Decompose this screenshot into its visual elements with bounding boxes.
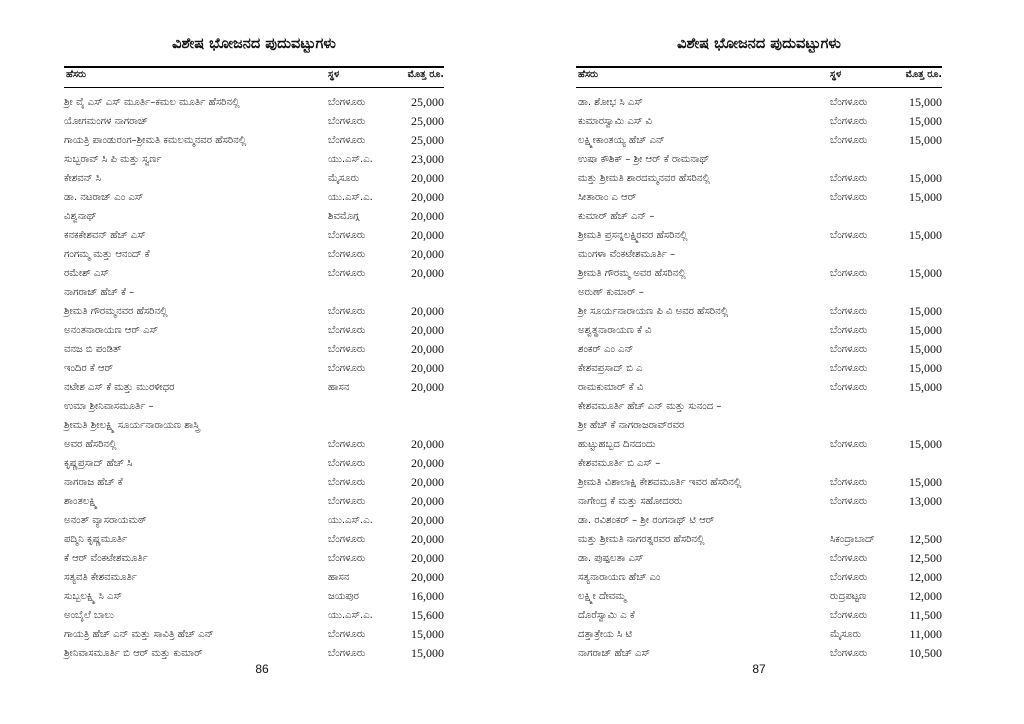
place: ಬೆಂಗಳೂರು <box>328 116 366 127</box>
place: ಬೆಂಗಳೂರು <box>830 230 868 241</box>
place: ಬೆಂಗಳೂರು <box>830 97 868 108</box>
table-row <box>576 207 942 226</box>
donor-name: ದೊರೆಸ್ವಾಮಿ ಎ ಕೆ <box>578 610 635 621</box>
donor-name: ಅನಂತ್ ವ್ಯಾಸರಾಯಮಠ್ <box>64 515 147 526</box>
table-row <box>576 549 942 568</box>
place: ಯು.ಎಸ್.ಎ. <box>328 154 373 165</box>
place: ಬೆಂಗಳೂರು <box>328 97 366 108</box>
table-row <box>576 169 942 188</box>
donor-name: ಅನಂತನಾರಾಯಣ ಆರ್ ಎಸ್ <box>64 325 159 336</box>
table-row <box>576 226 942 245</box>
page-number: 87 <box>752 662 766 676</box>
table-row <box>576 131 942 150</box>
place: ಮೈಸೂರು <box>328 173 360 184</box>
amount: 12,500 <box>909 551 942 565</box>
table-row <box>64 549 444 568</box>
amount: 15,000 <box>909 323 942 337</box>
table-row <box>64 283 444 302</box>
table-row <box>64 587 444 606</box>
table-row <box>576 321 942 340</box>
place: ಮೈಸೂರು <box>830 629 862 640</box>
column-header-name: ಹೆಸರು <box>578 69 599 80</box>
place: ಬೆಂಗಳೂರು <box>830 382 868 393</box>
table-row <box>576 340 942 359</box>
table-row <box>64 226 444 245</box>
amount: 15,000 <box>909 228 942 242</box>
donor-name: ಶ್ರೀ ವೈ ಎಸ್ ಎಸ್ ಮೂರ್ತಿ–ಕಮಲ ಮೂರ್ತಿ ಹೆಸರಿನಲ್ಲಿ <box>64 97 240 108</box>
header-bottom-rule <box>64 87 444 88</box>
amount: 20,000 <box>411 209 444 223</box>
column-header-amount: ಮೊತ್ತ ರೂ. <box>905 69 942 80</box>
amount: 15,000 <box>909 95 942 109</box>
place: ಶಿವಮೊಗ್ಗ <box>328 211 360 222</box>
column-header-place: ಸ್ಥಳ <box>830 69 842 80</box>
amount: 15,000 <box>411 627 444 641</box>
table-row <box>64 644 444 663</box>
amount: 20,000 <box>411 171 444 185</box>
amount: 20,000 <box>411 456 444 470</box>
donor-name: ನಾಗರಾಜ ಹೆಚ್ ಕೆ <box>64 477 123 488</box>
table-row <box>576 530 942 549</box>
donor-name: ಶ್ರೀ ಸೂರ್ಯನಾರಾಯಣ ಪಿ ವಿ ಅವರ ಹೆಸರಿನಲ್ಲಿ <box>578 306 729 317</box>
table-row <box>576 93 942 112</box>
donor-name: ಅರುಣ್ ಕುಮಾರ್ – <box>578 287 644 298</box>
amount: 15,000 <box>411 646 444 660</box>
place: ಬೆಂಗಳೂರು <box>328 325 366 336</box>
donor-name: ಶಂಕರ್ ಎಂ ಎನ್ <box>578 344 634 355</box>
place: ಬೆಂಗಳೂರು <box>830 268 868 279</box>
place: ಬೆಂಗಳೂರು <box>830 553 868 564</box>
place: ರುದ್ರಪಟ್ಟಣ <box>830 591 867 602</box>
table-row <box>64 169 444 188</box>
amount: 15,000 <box>909 133 942 147</box>
donor-name: ಡಾ. ಶೋಭ ಸಿ ಎಸ್ <box>578 97 643 108</box>
place: ಬೆಂಗಳೂರು <box>328 648 366 659</box>
donor-name: ಕೃಷ್ಣಪ್ರಸಾದ್ ಹೆಚ್ ಸಿ <box>64 458 133 469</box>
donor-name: ಡಾ. ರವಿಶಂಕರ್ – ಶ್ರೀ ರಂಗನಾಥ್ ಟಿ ಆರ್ <box>578 515 715 526</box>
donor-name: ಕೇಶವನ್ ಸಿ <box>64 173 101 184</box>
table-row <box>64 340 444 359</box>
donor-name: ನಾಗರಾಜ್ ಹೆಚ್ ಕೆ – <box>64 287 135 298</box>
table-row <box>64 606 444 625</box>
donor-name: ಡಾ. ನಟರಾಜ್ ಎಂ ಎಸ್ <box>64 192 144 203</box>
donor-name: ನಾಗೇಂದ್ರ ಕೆ ಮತ್ತು ಸಹೋದರರು <box>578 496 683 507</box>
table-row <box>576 625 942 644</box>
table-row <box>64 454 444 473</box>
table-row <box>576 473 942 492</box>
table-row <box>576 435 942 454</box>
table-row <box>64 188 444 207</box>
page-number: 86 <box>255 662 269 676</box>
place: ಬೆಂಗಳೂರು <box>830 610 868 621</box>
table-row <box>64 112 444 131</box>
donor-name: ಕನಕಕೇಶವನ್ ಹೆಚ್ ಎಸ್ <box>64 230 146 241</box>
amount: 20,000 <box>411 475 444 489</box>
place: ಬೆಂಗಳೂರು <box>328 458 366 469</box>
table-row <box>64 568 444 587</box>
table-row <box>64 397 444 416</box>
amount: 12,500 <box>909 532 942 546</box>
place: ಯು.ಎಸ್.ಎ. <box>328 192 373 203</box>
table-row <box>64 359 444 378</box>
place: ಸಿಕಂದ್ರಾಬಾದ್ <box>830 534 875 545</box>
amount: 16,000 <box>411 589 444 603</box>
table-row <box>576 245 942 264</box>
column-header-place: ಸ್ಥಳ <box>328 69 340 80</box>
amount: 15,000 <box>909 190 942 204</box>
amount: 20,000 <box>411 513 444 527</box>
table-row <box>64 302 444 321</box>
donor-name: ಶ್ರೀ ಹೆಚ್ ಕೆ ನಾಗರಾಜರಾವ್‌ರವರ <box>578 420 685 431</box>
donor-name: ಶ್ರೀಮತಿ ಪ್ರಸನ್ನಲಕ್ಷ್ಮಿರವರ ಹೆಸರಿನಲ್ಲಿ <box>578 230 688 241</box>
donor-name: ಶ್ರೀಮತಿ ಶ್ರೀಲಕ್ಷ್ಮಿ ಸೂರ್ಯನಾರಾಯಣ ಶಾಸ್ತ್ರಿ <box>64 420 200 431</box>
place: ಬೆಂಗಳೂರು <box>328 363 366 374</box>
donor-name: ಕೆ ಆರ್ ವೆಂಕಟೇಶಮೂರ್ತಿ <box>64 553 148 564</box>
amount: 20,000 <box>411 361 444 375</box>
amount: 12,000 <box>909 570 942 584</box>
table-row <box>576 511 942 530</box>
place: ಬೆಂಗಳೂರು <box>830 496 868 507</box>
place: ಬೆಂಗಳೂರು <box>830 306 868 317</box>
place: ಬೆಂಗಳೂರು <box>830 439 868 450</box>
donor-name: ಡಾ. ಪುಷ್ಪಲತಾ ಎಸ್ <box>578 553 644 564</box>
place: ಬೆಂಗಳೂರು <box>328 534 366 545</box>
donor-name: ಯೋಗಮಂಗಳ ನಾಗರಾಜ್ <box>64 116 148 127</box>
amount: 23,000 <box>411 152 444 166</box>
donor-name: ಪದ್ಮಿನಿ ಕೃಷ್ಣಮೂರ್ತಿ <box>64 534 128 545</box>
donor-name: ಅಶ್ವತ್ಥನಾರಾಯಣ ಕೆ ವಿ <box>578 325 652 336</box>
table-row <box>576 264 942 283</box>
donor-name: ಶ್ರೀಮತಿ ವಿಶಾಲಾಕ್ಷಿ ಕೇಶವಮೂರ್ತಿ ಇವರ ಹೆಸರಿನಲ್ಲಿ <box>578 477 742 488</box>
table-row <box>64 530 444 549</box>
donor-name: ಮಂಗಳಾ ವೆಂಕಟೇಶಮೂರ್ತಿ – <box>578 249 676 260</box>
amount: 20,000 <box>411 247 444 261</box>
table-row <box>64 264 444 283</box>
place: ಬೆಂಗಳೂರು <box>328 439 366 450</box>
table-row <box>576 606 942 625</box>
place: ಜಯಪುರ <box>328 591 359 602</box>
donor-name: ಸತ್ಯವತಿ ಕೇಶವಮೂರ್ತಿ <box>64 572 137 583</box>
amount: 15,000 <box>909 342 942 356</box>
table-row <box>576 302 942 321</box>
amount: 15,000 <box>909 437 942 451</box>
amount: 15,000 <box>909 304 942 318</box>
header-top-rule <box>64 66 444 68</box>
table-row <box>64 435 444 454</box>
table-row <box>576 644 942 663</box>
amount: 15,000 <box>909 475 942 489</box>
donor-name: ಕುಮಾರಸ್ವಾಮಿ ಎಸ್ ವಿ <box>578 116 652 127</box>
amount: 12,000 <box>909 589 942 603</box>
table-row <box>64 245 444 264</box>
donor-name: ದತ್ತಾತ್ರೇಯ ಸಿ ಟಿ <box>578 629 633 640</box>
donor-name: ಅವರ ಹೆಸರಿನಲ್ಲಿ <box>64 439 117 450</box>
place: ಬೆಂಗಳೂರು <box>328 496 366 507</box>
table-row <box>576 150 942 169</box>
place: ಬೆಂಗಳೂರು <box>328 629 366 640</box>
table-row <box>576 188 942 207</box>
place: ಬೆಂಗಳೂರು <box>328 306 366 317</box>
amount: 20,000 <box>411 437 444 451</box>
donor-name: ಕೇಶವಮೂರ್ತಿ ಹೆಚ್ ಎನ್ ಮತ್ತು ಸುನಂದ – <box>578 401 722 412</box>
amount: 15,000 <box>909 114 942 128</box>
place: ಬೆಂಗಳೂರು <box>830 135 868 146</box>
donor-name: ಸೀತಾರಾಂ ಎ ಆರ್ <box>578 192 637 203</box>
table-row <box>64 473 444 492</box>
table-row <box>576 416 942 435</box>
table-row <box>64 416 444 435</box>
page-title: ವಿಶೇಷ ಭೋಜನದ ಪುದುವಟ್ಟುಗಳು <box>172 36 336 52</box>
donor-name: ಗಾಯತ್ರಿ ಹೆಚ್ ಎನ್ ಮತ್ತು ಸಾವಿತ್ರಿ ಹೆಚ್ ಎನ್ <box>64 629 214 640</box>
table-row <box>64 131 444 150</box>
place: ಬೆಂಗಳೂರು <box>328 344 366 355</box>
place: ಬೆಂಗಳೂರು <box>830 192 868 203</box>
place: ಬೆಂಗಳೂರು <box>830 116 868 127</box>
donor-name: ಗಾಯತ್ರಿ ಪಾಂಡುರಂಗ–ಶ್ರೀಮತಿ ಕಮಲಮ್ಮನವರ ಹೆಸರಿನಲ್ಲಿ <box>64 135 247 146</box>
donor-name: ಕೇಶವಮೂರ್ತಿ ಬಿ ಎಸ್ – <box>578 458 661 469</box>
donor-name: ಕುಮಾರ್ ಹೆಚ್ ಎನ್ – <box>578 211 655 222</box>
table-row <box>576 359 942 378</box>
amount: 20,000 <box>411 342 444 356</box>
place: ಬೆಂಗಳೂರು <box>830 173 868 184</box>
place: ಬೆಂಗಳೂರು <box>830 572 868 583</box>
table-row <box>576 283 942 302</box>
donor-name: ಶಾಂತಲಕ್ಷ್ಮಿ <box>64 496 98 507</box>
donor-name: ಲಕ್ಷ್ಮೀಕಾಂತಯ್ಯ ಹೆಚ್ ಎನ್ <box>578 135 665 146</box>
donation-list <box>64 93 444 663</box>
header-top-rule <box>576 66 942 68</box>
table-row <box>64 511 444 530</box>
donor-name: ಇಂದಿರ ಕೆ ಆರ್ <box>64 363 114 374</box>
amount: 20,000 <box>411 551 444 565</box>
donor-name: ಶ್ರೀನಿವಾಸಮೂರ್ತಿ ಬಿ ಆರ್ ಮತ್ತು ಕುಮಾರ್ <box>64 648 203 659</box>
amount: 11,000 <box>909 627 942 641</box>
donor-name: ಉಮಾ ಶ್ರೀನಿವಾಸಮೂರ್ತಿ – <box>64 401 154 412</box>
table-row <box>64 207 444 226</box>
amount: 25,000 <box>411 133 444 147</box>
header-bottom-rule <box>576 87 942 88</box>
table-row <box>64 492 444 511</box>
amount: 15,000 <box>909 380 942 394</box>
donor-name: ಲಕ್ಷ್ಮೀ ದೇವಮ್ಮ <box>578 591 627 602</box>
donation-list <box>576 93 942 663</box>
place: ಯು.ಎಸ್.ಎ. <box>328 610 373 621</box>
place: ಬೆಂಗಳೂರು <box>328 268 366 279</box>
table-row <box>576 587 942 606</box>
donor-name: ಮತ್ತು ಶ್ರೀಮತಿ ಶಾರದಮ್ಮನವರ ಹೆಸರಿನಲ್ಲಿ <box>578 173 710 184</box>
place: ಬೆಂಗಳೂರು <box>328 477 366 488</box>
place: ಹಾಸನ <box>328 572 350 583</box>
donor-name: ರಾಮಕುಮಾರ್ ಕೆ ವಿ <box>578 382 644 393</box>
donor-name: ಸತ್ಯನಾರಾಯಣ ಹೆಚ್ ಎಂ <box>578 572 661 583</box>
donor-name: ಶ್ರೀಮತಿ ಗೌರಮ್ಮ ಅವರ ಹೆಸರಿನಲ್ಲಿ <box>578 268 686 279</box>
amount: 13,000 <box>909 494 942 508</box>
donor-name: ಉಷಾ ಕೌಶಿಕ್ – ಶ್ರೀ ಆರ್ ಕೆ ರಾಮನಾಥ್ <box>578 154 710 165</box>
amount: 20,000 <box>411 532 444 546</box>
table-row <box>576 568 942 587</box>
donor-name: ಸುಬ್ಬರಾವ್ ಸಿ ಪಿ ಮತ್ತು ಸ್ವರ್ಣ <box>64 154 162 165</box>
table-row <box>64 321 444 340</box>
amount: 11,500 <box>909 608 942 622</box>
donor-name: ರಮೇಶ್ ಎಸ್ <box>64 268 109 279</box>
table-row <box>576 397 942 416</box>
amount: 20,000 <box>411 228 444 242</box>
place: ಯು.ಎಸ್.ಎ. <box>328 515 373 526</box>
column-header-amount: ಮೊತ್ತ ರೂ. <box>407 69 444 80</box>
amount: 15,000 <box>909 171 942 185</box>
table-row <box>576 378 942 397</box>
donor-name: ವಿಶ್ವನಾಥ್ <box>64 211 97 222</box>
place: ಬೆಂಗಳೂರು <box>830 648 868 659</box>
place: ಬೆಂಗಳೂರು <box>328 135 366 146</box>
place: ಬೆಂಗಳೂರು <box>328 249 366 260</box>
amount: 20,000 <box>411 190 444 204</box>
amount: 25,000 <box>411 114 444 128</box>
amount: 20,000 <box>411 304 444 318</box>
place: ಬೆಂಗಳೂರು <box>830 344 868 355</box>
amount: 20,000 <box>411 570 444 584</box>
donor-name: ಕೇಶವಪ್ರಸಾದ್ ಬಿ ಎ <box>578 363 643 374</box>
amount: 20,000 <box>411 323 444 337</box>
donor-name: ನಟೇಶ ಎಸ್ ಕೆ ಮತ್ತು ಮುರಳೀಧರ <box>64 382 175 393</box>
place: ಬೆಂಗಳೂರು <box>830 477 868 488</box>
amount: 15,000 <box>909 361 942 375</box>
place: ಬೆಂಗಳೂರು <box>328 553 366 564</box>
place: ಬೆಂಗಳೂರು <box>830 325 868 336</box>
place: ಬೆಂಗಳೂರು <box>328 230 366 241</box>
amount: 15,000 <box>909 266 942 280</box>
amount: 20,000 <box>411 380 444 394</box>
donor-name: ಹುಟ್ಟುಹಬ್ಬದ ದಿನದಂದು <box>578 439 656 450</box>
donor-name: ಮತ್ತು ಶ್ರೀಮತಿ ನಾಗರತ್ನರವರ ಹೆಸರಿನಲ್ಲಿ <box>578 534 705 545</box>
page-title: ವಿಶೇಷ ಭೋಜನದ ಪುದುವಟ್ಟುಗಳು <box>677 36 841 52</box>
table-row <box>64 150 444 169</box>
column-header-name: ಹೆಸರು <box>66 69 87 80</box>
amount: 15,600 <box>411 608 444 622</box>
amount: 25,000 <box>411 95 444 109</box>
amount: 20,000 <box>411 266 444 280</box>
donor-name: ನಾಗರಾಜ್ ಹೆಚ್ ಎಸ್ <box>578 648 651 659</box>
place: ಬೆಂಗಳೂರು <box>830 363 868 374</box>
donor-name: ಶ್ರೀಮತಿ ಗೌರಮ್ಮನವರ ಹೆಸರಿನಲ್ಲಿ <box>64 306 168 317</box>
place: ಹಾಸನ <box>328 382 350 393</box>
table-row <box>576 112 942 131</box>
donor-name: ಗಂಗಮ್ಮ ಮತ್ತು ಆನಂದ್ ಕೆ <box>64 249 150 260</box>
donor-name: ವನಜ ಬಿ ಪಂಡಿತ್ <box>64 344 122 355</box>
table-row <box>576 454 942 473</box>
table-row <box>576 492 942 511</box>
donor-name: ಅಂಬೈಲೆ ಬಾಲು <box>64 610 115 621</box>
donor-name: ಸುಬ್ಬಲಕ್ಷ್ಮಿ ಸಿ ಎಸ್ <box>64 591 122 602</box>
amount: 10,500 <box>909 646 942 660</box>
amount: 20,000 <box>411 494 444 508</box>
table-row <box>64 93 444 112</box>
table-row <box>64 378 444 397</box>
table-row <box>64 625 444 644</box>
